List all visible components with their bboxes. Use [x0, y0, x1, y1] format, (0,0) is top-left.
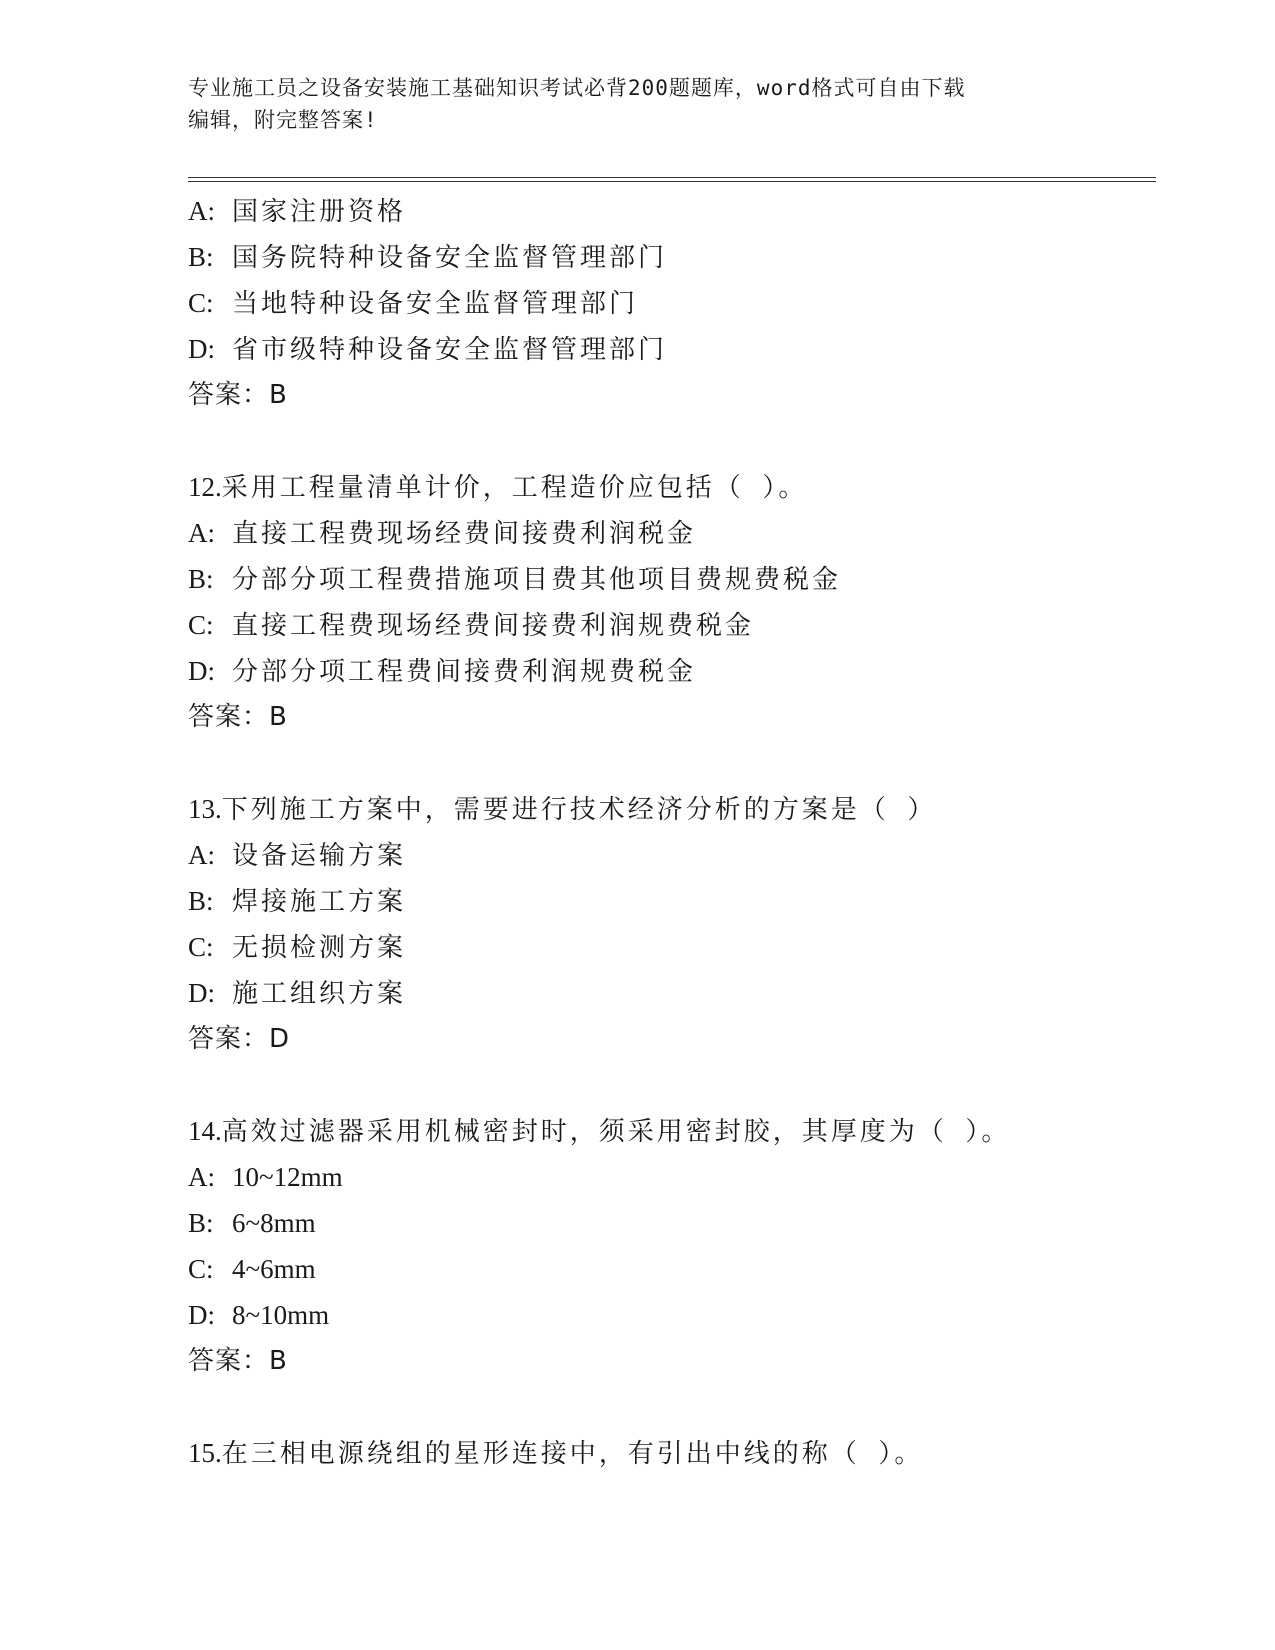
question-number: 15.: [188, 1438, 222, 1468]
spacer: [188, 1384, 1148, 1430]
question-number: 13.: [188, 794, 222, 824]
question-stem: [188, 1108, 1148, 1154]
question-text: 高效过滤器采用机械密封时，须采用密封胶，其厚度为（ ）。: [221, 1117, 1011, 1147]
question-block: [188, 188, 1148, 418]
answer-line: 答案：D: [188, 1024, 291, 1054]
question-stem: [188, 464, 1148, 510]
header-line-1: 专业施工员之设备安装施工基础知识考试必背200题题库，word格式可自由下载: [188, 76, 966, 100]
spacer: [188, 740, 1148, 786]
answer-line: 答案：B: [188, 702, 288, 732]
option-a: A: 国家注册资格: [188, 196, 407, 227]
option-d: D: 省市级特种设备安全监督管理部门: [188, 334, 668, 365]
question-number: 14.: [188, 1116, 222, 1146]
question-number: 12.: [188, 472, 222, 502]
option-b: B: 国务院特种设备安全监督管理部门: [188, 242, 668, 273]
answer-line: 答案：B: [188, 380, 288, 410]
question-block: [188, 464, 1148, 740]
question-text: 在三相电源绕组的星形连接中，有引出中线的称（ ）。: [221, 1439, 924, 1469]
option-a: A: 直接工程费现场经费间接费利润税金: [188, 518, 697, 549]
option-c: C: 无损检测方案: [188, 932, 407, 963]
option-c: C: 直接工程费现场经费间接费利润规费税金: [188, 610, 755, 641]
option-d: D: 分部分项工程费间接费利润规费税金: [188, 656, 697, 687]
option-a: A: 设备运输方案: [188, 840, 407, 871]
option-c: C: 4~6mm: [188, 1254, 316, 1284]
question-text: 采用工程量清单计价，工程造价应包括（ ）。: [221, 473, 808, 503]
option-b: B: 6~8mm: [188, 1208, 316, 1238]
spacer: [188, 418, 1148, 464]
option-c: C: 当地特种设备安全监督管理部门: [188, 288, 639, 319]
header-line-2: 编辑，附完整答案!: [188, 108, 378, 132]
question-block: [188, 1430, 1148, 1476]
option-d: D: 施工组织方案: [188, 978, 407, 1009]
question-block: [188, 786, 1148, 1062]
question-text: 下列施工方案中，需要进行技术经济分析的方案是（ ）: [221, 795, 937, 825]
option-b: B: 焊接施工方案: [188, 886, 407, 917]
question-stem: [188, 786, 1148, 832]
answer-line: 答案：B: [188, 1346, 288, 1376]
question-stem: [188, 1430, 1148, 1476]
document-header: [188, 72, 1088, 136]
option-d: D: 8~10mm: [188, 1300, 330, 1330]
question-list: [188, 188, 1148, 1476]
header-divider: [188, 177, 1156, 182]
spacer: [188, 1062, 1148, 1108]
option-b: B: 分部分项工程费措施项目费其他项目费规费税金: [188, 564, 842, 595]
question-block: [188, 1108, 1148, 1384]
option-a: A: 10~12mm: [188, 1162, 343, 1192]
